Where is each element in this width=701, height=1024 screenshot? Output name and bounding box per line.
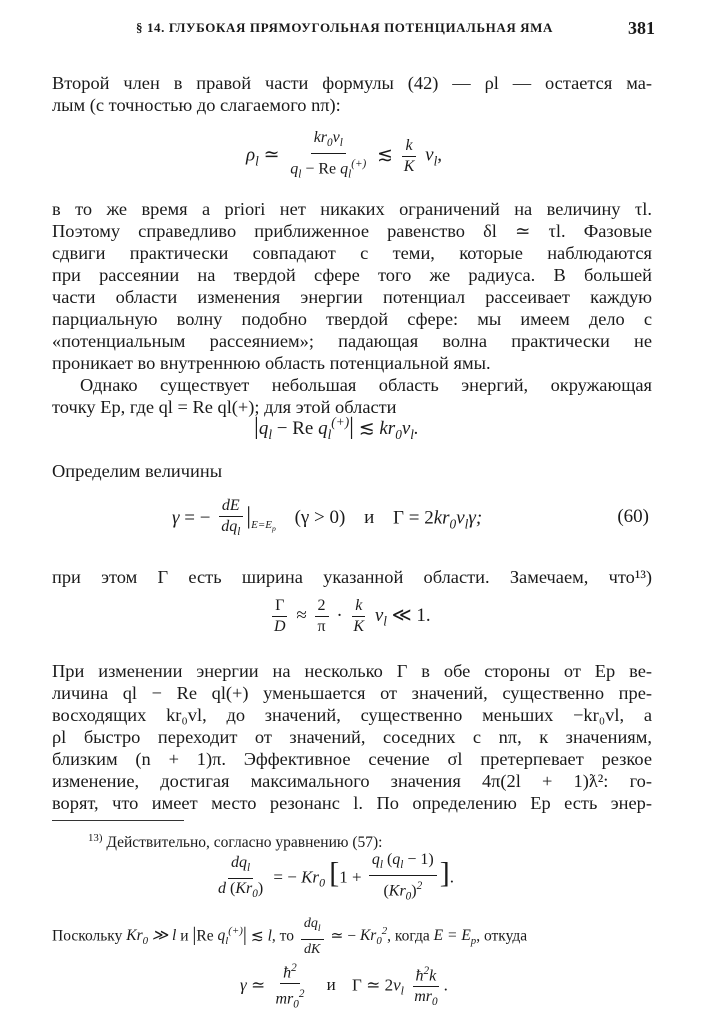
paragraph-line: лым (с точностью до слагаемого nπ): (52, 95, 341, 115)
paragraph-line: при рассеянии на твердой сфере того же радиуса. В большей (52, 265, 652, 285)
paragraph-line: изменение, достигая максимального значения 4π(2l + 1)ƛ²: го- (52, 771, 652, 791)
footnote-word: откуда (483, 927, 528, 945)
footnote-equation-derivative: $\frac{dq_l}{d (Kr_0)}$ = − $Kr_0$ [1 + $\frac{q_l (q_l - 1)}{(Kr_0)^2}$ ]. (218, 851, 455, 903)
equation-rho: $\rho_l$ ≃ $\frac{kr_0v_l}{q_l - Re q_l^{(+)}}$ ≲ $\frac{k}{K}$ $v_l$, (246, 129, 443, 181)
paragraph-line: проникает во внутреннюю область потенциальной ямы. (52, 353, 491, 373)
page-number: 381 (628, 18, 655, 38)
paragraph-line: в то же время a priori нет никаких ограничений на величину τl. (52, 199, 652, 219)
footnote-line: Поскольку $Kr_0$ ≫ l и |Re $q_l^{(+)}|$ ≲ l, то $\frac{dq_l}{dK}$ ≃ − $Kr_0^2$, когда $E = E_р$, откуда (52, 916, 528, 957)
footnote-word: то (279, 927, 294, 945)
footnote-rule (52, 820, 184, 821)
paragraph-line: сдвиги практически совпадают с теми, которые наблюдаются (52, 243, 652, 263)
footnote-word: Поскольку (52, 927, 123, 945)
paragraph-line: «потенциальным рассеянием»; падающая волна практически не (52, 331, 652, 351)
paragraph-line: Второй член в правой части формулы (42) — ρl — остается ма- (52, 73, 652, 93)
paragraph-line: точку Eр, где ql = Re ql(+); для этой области (52, 397, 397, 417)
paragraph-line: части области изменения энергии потенциал рассеивает каждую (52, 287, 652, 307)
footnote-equation-width: γ ≃ $\frac{ħ^2}{mr_0^2}$ и Γ ≃ $2v_l$ $\frac{ħ^2k}{mr_0}$ . (240, 958, 448, 1015)
equation-condition: $|q_l - Re$ $q_l^{(+)}|$ ≲ $kr_0v_l$. (254, 414, 419, 442)
footnote-word: когда (394, 927, 430, 945)
paragraph-line: При изменении энергии на несколько Γ в обе стороны от Eр ве- (52, 661, 652, 681)
paragraph-line: Поэтому справедливо приближенное равенство δl ≃ τl. Фазовые (52, 221, 652, 241)
footnote-text: Действительно, согласно уравнению (57): (106, 834, 383, 852)
paragraph-line: Определим величины (52, 461, 223, 481)
paragraph-line: ρl быстро переходит от значений, соседних с nπ, к значениям, (52, 727, 652, 747)
paragraph-line: Однако существует небольшая область энергий, окружающая (80, 375, 652, 395)
running-title: § 14. ГЛУБОКАЯ ПРЯМОУГОЛЬНАЯ ПОТЕНЦИАЛЬНАЯ ЯМА (136, 20, 554, 35)
equation-60: γ = − $\frac{dE}{dq_l}$ $|_{E=E_р}$ (γ > 0) и $\Gamma = 2kr_0v_l\gamma$; (172, 497, 483, 539)
footnote-marker: 13) (88, 832, 103, 844)
equation-number: (60) (617, 506, 649, 527)
paragraph-line: парциальную волну подобно твердой сфере: мы имеем дело с (52, 309, 652, 329)
paragraph-line: ворят, что имеет место резонанс l. По определению Eр есть энер- (52, 793, 652, 813)
footnote-word: и (180, 927, 189, 945)
paragraph-line: близким (n + 1)π. Эффективное сечение σl претерпевает резкое (52, 749, 652, 769)
paragraph-line: личина ql − Re ql(+) уменьшается от значений, существенно пре- (52, 683, 652, 703)
equation-gamma-ratio: $\frac{\Gamma}{D}$ ≈ $\frac{2}{\pi}$ · $\frac{k}{K}$ $v_l$ ≪ 1. (274, 597, 431, 635)
paragraph-line: при этом Γ есть ширина указанной области. Замечаем, что¹³) (52, 567, 652, 587)
paragraph-line: восходящих kr₀vl, до значений, существенно меньших −kr₀vl, а (52, 705, 652, 725)
